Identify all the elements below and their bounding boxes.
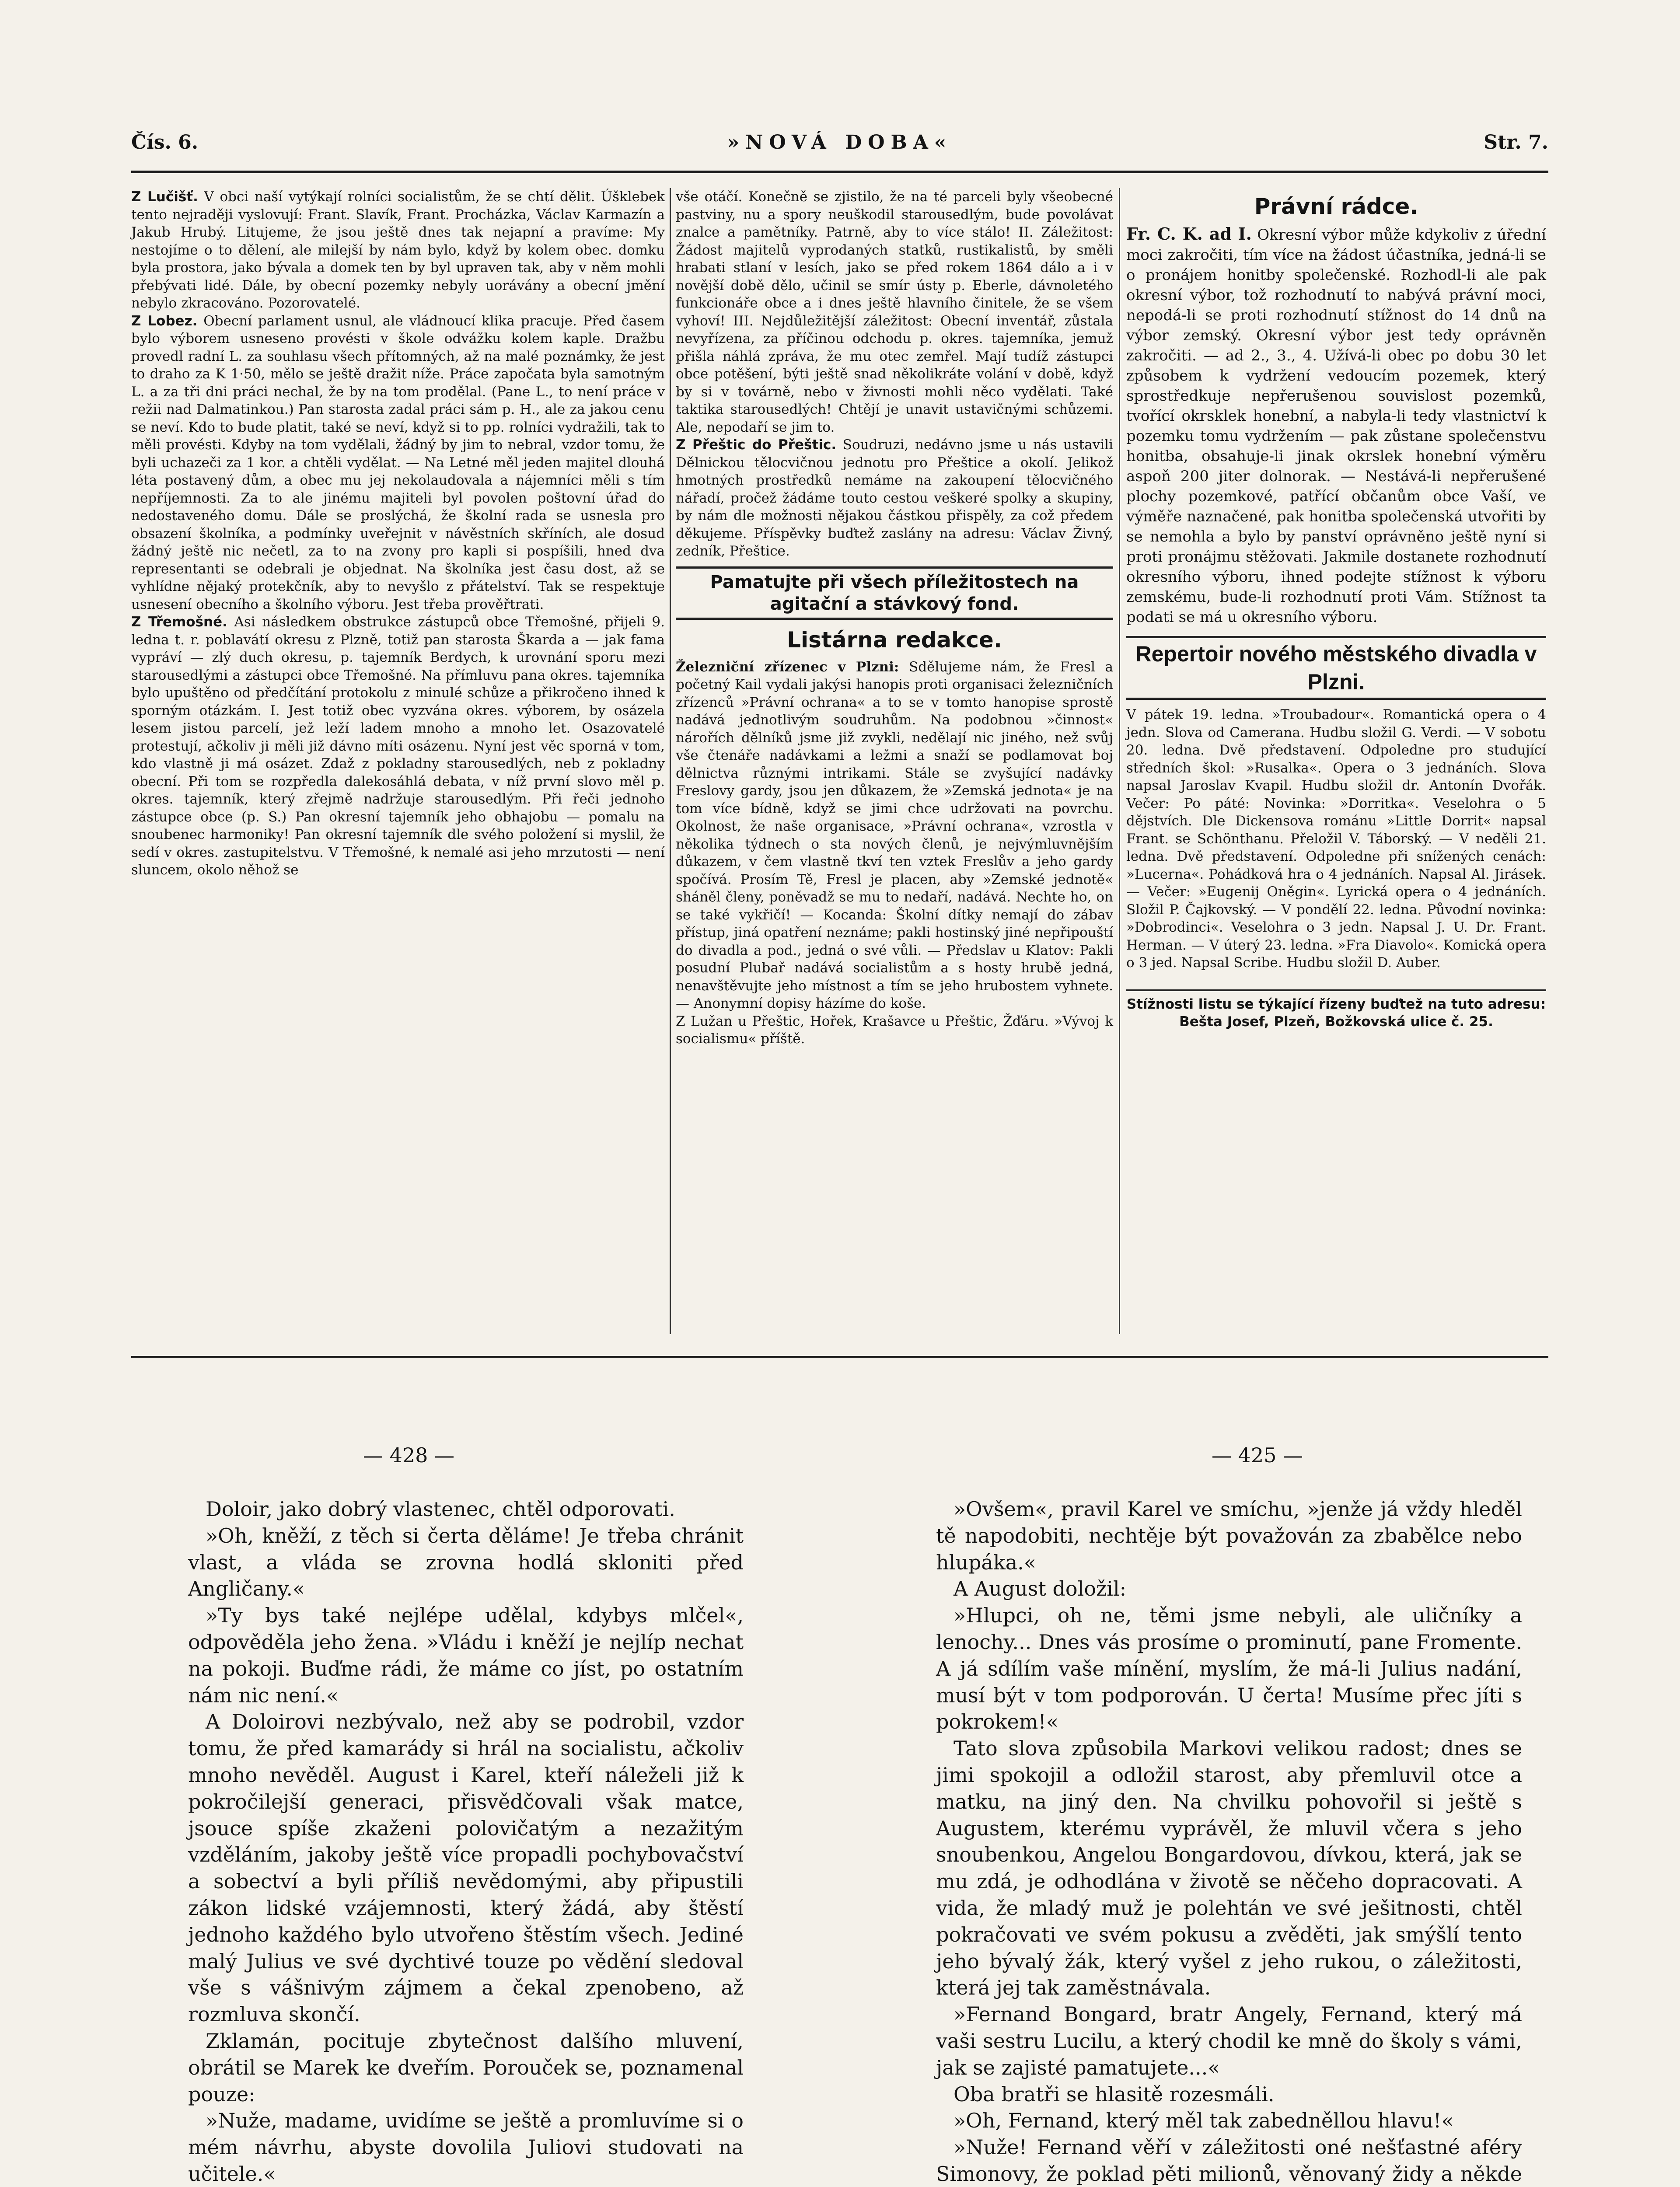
novel-paragraph: »Ovšem«, pravil Karel ve smíchu, »jenže já vždy hleděl tě napodobiti, nechtěje být považován za zbabělce nebo hlupáka.« — [936, 1497, 1522, 1574]
section-rule — [131, 1356, 1548, 1358]
listarna-item — [676, 1013, 1113, 1048]
novel-right-page-number: — 425 — — [1212, 1443, 1303, 1467]
novel-paragraph: »Nuže! Fernand věří v záležitosti oné nešťastné aféry Simonovy, že poklad pěti milionů, věnovaný židy a někde — [936, 2135, 1522, 2186]
listarna-text: Z Lužan u Přeštic, Hořek, Krašavce u Přeštic, Žďáru. »Vývoj k socialismu« příště. — [676, 1013, 1113, 1047]
legal-advice-title: Právní rádce. — [1254, 194, 1418, 219]
novel-paragraph: »Oh, Fernand, který měl tak zabedněllou hlavu!« — [954, 2109, 1454, 2133]
novel-paragraph: »Ty bys také nejlépe udělal, kdybys mlčel«, odpověděla jeho žena. »Vládu i kněží je nejlíp nechat na pokoji. Buďme rádi, že máme co jíst, po ostatním nám nic není.« — [188, 1604, 744, 1707]
news-item — [131, 613, 665, 879]
agitation-fund-heading: Pamatujte při všech příležitostech na agitační a stávkový fond. — [676, 566, 1113, 620]
listarna-lead: Železniční zřízenec v Plzni: — [676, 659, 899, 675]
novel-paragraph: »Nuže, madame, uvidíme se ještě a promluvíme si o mém návrhu, abyste dovolila Juliovi studovati na učitele.« — [188, 2109, 744, 2186]
column-local-news — [131, 188, 665, 1343]
listarna-title: Listárna redakce. — [787, 627, 1002, 653]
news-item — [131, 312, 665, 614]
column-legal-advice — [1126, 188, 1546, 1312]
novel-paragraph: Oba bratři se hlasitě rozesmáli. — [954, 2082, 1275, 2106]
novel-paragraph: »Hlupci, oh ne, těmi jsme nebyli, ale uličníky a lenochy... Dnes vás prosíme o prominutí, pane Fromente. A já sdílím vaše mínění, myslím, že má-li Julius nadání, musí být v tom podporován. U čerta! Musíme přec jíti s pokrokem!« — [936, 1604, 1522, 1734]
news-item — [676, 188, 1113, 436]
novel-left-page — [188, 1496, 744, 2187]
news-text: Soudruzi, nedávno jsme u nás ustavili Dělnickou tělocvičnou jednotu pro Přeštice a okolí. Jelikož hmotných prostředků nemáme na zakoupení tělocvičného nářadí, pročež žádáme touto cestou veškeré spolky a skupiny, by nám dle možnosti nějakou částkou přispěly, za což předem děkujeme. Příspěvky buďtež zaslány na adresu: Václav Živný, zedník, Přeštice. — [676, 437, 1114, 559]
news-text: vše otáčí. Konečně se zjistilo, že na té parceli byly všeobecné pastviny, nu a spory neuškodil starousedlým, bude povolávat znalce a pamětníky. Patrně, aby to více stálo! II. Záležitost: Žádost majitelů vyprodaných statků, rustikalistů, by směli hrabati stlaní v lesích, jako se před rokem 1864 dálo a i v novější době dělo, učinil se smír ústy p. Eberle, dávnoletého funkcionáře obce a i dnes ještě hlavního činitele, že se všem vyhoví! III. Nejdůležitější záležitost: Obecní inventář, zůstala nevyřízena, za příčinou odchodu p. okres. tajemníka, jemuž přišla náhlá zpráva, že mu otec zemřel. Mají tudíž zástupci obce potěšení, býti ještě snad několikráte volání v době, když by si v továrně, nebo v živnosti mohli něco vydělati. Také taktika starousedlých! Chtějí je unavit ustavičnými schůzemi. Ale, nepodaří se jim to. — [676, 189, 1113, 435]
novel-left-page-number: — 428 — — [363, 1443, 455, 1467]
news-item — [131, 188, 665, 312]
complaint-address: Stížnosti listu se týkající řízeny buďtež na tuto adresu: Bešta Josef, Plzeň, Božkovská ulice č. 25. — [1126, 989, 1546, 1031]
novel-right-page — [936, 1496, 1522, 2187]
repertoir-title: Repertoir nového městského divadla v Plzni. — [1126, 636, 1546, 700]
news-text: Obecní parlament usnul, ale vládnoucí klika pracuje. Před časem bylo výborem usneseno provésti v škole odvážku kolem kaple. Dražbu provedl radní L. za souhlasu všech přítomných, až na malé poznámky, že jest to draho za K 1·50, mělo se ještě dražit níže. Práce započata byla samotným L. a za tři dni práci nechal, že by na tom prodělal. (Pane L., to není práce v režii nad Dalmatinkou.) Pan starosta zadal práci sám p. H., ale za jakou cenu se neví. Kdo to bude platit, také se neví, když si to pp. rolníci vydražili, tak to měli provésti. Kdyby na tom vydělali, žádný by jim to nebral, vzdor tomu, že byli uchazeči za 1 kor. a chtěli vydělat. — Na Letné měl jeden majitel dlouhá léta postavený dům, a obec mu jej nekolaudovala a nájemníci měli s tím nepříjemnosti. Za to ale jinému majiteli byl povolen poštovní úřad do nedostaveného domu. Dále se proslýchá, že školní rada se usnesla pro obsazení školníka, a podmínky uveřejnit v návěstních skříních, ale dosud žádný ještě nic nečetl, za to na zvony pro kapli si pospíšili, hned dva representanti se odebrali je objednat. Na školníka jest času dost, až se vyhlídne nějaký protekčník, aby to nevyšlo z přátelství. Tak se respektuje usnesení obecního a školního výboru. Jest třeba prověřtrati. — [131, 313, 665, 612]
column-divider-1 — [670, 188, 671, 1334]
newspaper-title: »NOVÁ DOBA« — [727, 131, 953, 154]
issue-number: Čís. 6. — [131, 131, 199, 154]
listarna-text: Sdělujeme nám, že Fresl a početný Kail vydali jakýsi hanopis proti organisaci železničních zřízenců »Právní ochrana« a to se v tomto hanopise sprostě nadává jednotlivým soudruhům. Na podobnou »činnost« nárořích dělníků jsme již zvykli, nedělají nic jiného, než svůj vše čtenáře nadávkami a ležmi a snaží se podlamovat boj dělnictva různými intrikami. Stále se zvyšující nadávky Freslovy gardy, jsou jen důkazem, že »Zemská jednota« je na tom více bídně, když se jimi chce udržovati na povrchu. Okolnost, že naše organisace, »Právní ochrana«, vzrostla v několika týdnech o sta nových členů, je nejvýmluvnějším důkazem, v čem vlastně tkví ten vztek Freslův a jeho gardy spočívá. Prosím Tě, Fresl je placen, aby »Zemské jednotě« sháněl členy, poněvadž se mu to nedaří, nadává. Nechte ho, on se také vykřičí! — Kocanda: Školní dítky nemají do zábav přístup, jiná opatření neznáme; pakli hostinský jiné nepřipouští do divadla a pod., jedná o své vůli. — Předslav u Klatov: Pakli posudní Plubař nadává socialistům a s hosty hrubě jedná, nenavštěvujte jeho místnost a tím se jeho hrubostem vyhnete. — Anonymní dopisy házíme do koše. — [676, 659, 1113, 1011]
novel-paragraph: Tato slova způsobila Markovi velikou radost; dnes se jimi spokojil a odložil starost, aby přemluvil otce a matku, na jiný den. Na chvilku pohovořil si ještě s Augustem, kterému vyprávěl, že mluvil včera s jeho snoubenkou, Angelou Bongardovou, dívkou, která, jak se mu zdá, je odhodlána v životě se něčeho dopracovati. A vida, že mladý muž je polehtán ve své ješitnosti, chtěl pokračovati ve svém pokusu a zvěděti, jak smýšlí tento jeho bývalý žák, který vyšel z jeho rukou, o záležitosti, která jej tak zaměstnávala. — [936, 1736, 1522, 2000]
page-number: Str. 7. — [1484, 131, 1548, 154]
news-lead: Z Lobez. — [131, 313, 198, 329]
novel-paragraph: »Fernand Bongard, bratr Angely, Fernand, který má vaši sestru Lucilu, a který chodil ke mně do školy s vámi, jak se zajisté pamatujete...« — [936, 2002, 1522, 2079]
news-lead: Z Třemošné. — [131, 614, 227, 630]
legal-advice-lead: Fr. C. K. ad I. — [1126, 224, 1252, 244]
news-item — [676, 436, 1113, 560]
novel-paragraph: Doloir, jako dobrý vlastenec, chtěl odporovati. — [206, 1497, 675, 1521]
legal-advice-item — [1126, 225, 1546, 627]
news-text: Asi následkem obstrukce zástupců obce Třemošné, přijeli 9. ledna t. r. poblavátí okresu z Plzně, totiž pan starosta Škarda a — jak fama vypráví — zlý duch okresu, p. tajemník Berdych, k urovnání sporu mezi starousedlými a zástupci obce Třemošné. Na přímluvu pana okres. tajemníka bylo upuštěno od předčítání protokolu z minulé schůze a přikročeno ihned k sporným otázkám. I. Jest totiž obec vyzvána okres. výborem, by osázela lesem jistou parcelí, jež leží ladem mnoho a mnoho let. Osazovatelé protestují, ačkoliv ji měli již dávno míti osázenu. Nyní jest věc sporná v tom, kdo vlastně ji má osázet. Zdaž z pokladny starousedlých, neb z pokladny obecní. Při tom se rozpředla dalekosáhlá debata, v níž první slovo měl p. okres. tajemník, který zřejmě nadržuje starousedlým. Při řeči jednoho zástupce obce (p. S.) Pan okresní tajemník jeho obhajobu — pomalu na snoubenec harmoniky! Pan okresní tajemník dle svého položení si myslil, že sedí v okres. zastupitelstvu. V Třemošné, k nemalé asi jeho mrzutosti — není sluncem, okolo něhož se — [131, 614, 665, 878]
news-text: V obci naší vytýkají rolníci socialistům, že se chtí dělit. Úšklebek tento nejraději vyslovují: Frant. Slavík, Frant. Procházka, Václav Karmazín a Jakub Hrubý. Litujeme, že jsou ještě dnes tak nejapní a pravíme: My nestojíme o to dělení, ale milejší by nám bylo, když by kolem obec. domku byla prostora, jako bývala a domek ten by byl upraven tak, aby v něm mohli přebývati lidé. Dále, by obecní pozemky nebyly uorávány a obecní jmění nebylo zkracováno. Pozorovatelé. — [131, 189, 665, 311]
column-news-continued — [676, 188, 1114, 1047]
page-header — [131, 131, 1548, 162]
novel-paragraph: Zklamán, pocituje zbytečnost dalšího mluvení, obrátil se Marek ke dveřím. Porouček se, poznamenal pouze: — [188, 2029, 744, 2106]
news-lead: Z Lučišť. — [131, 189, 198, 205]
header-rule — [131, 171, 1548, 173]
novel-paragraph: »Oh, kněží, z těch si čerta děláme! Je třeba chránit vlast, a vláda se zrovna hodlá skloniti před Angličany.« — [188, 1523, 744, 1601]
listarna-item — [676, 658, 1113, 1013]
news-lead: Z Přeštic do Přeštic. — [676, 437, 837, 453]
novel-paragraph: A August doložil: — [954, 1577, 1127, 1601]
repertoir-text: V pátek 19. ledna. »Troubadour«. Romantická opera o 4 jedn. Slova od Camerana. Hudbu složil G. Verdi. — V sobotu 20. ledna. Dvě představení. Odpoledne pro studující středních škol: »Rusalka«. Opera o 3 jednáních. Slova napsal Jaroslav Kvapil. Hudbu složil dr. Antonín Dvořák. Večer: Po páté: Novinka: »Dorritka«. Veselohra o 5 dějstvích. Dle Dickensova románu »Little Dorrit« napsal Frant. se Schönthanu. Přeložil V. Táborský. — V neděli 21. ledna. Dvě představení. Odpoledne při snížených cenách: »Lucerna«. Pohádková hra o 4 jednáních. Napsal Al. Jirásek. — Večer: »Eugenij Oněgin«. Lyrická opera o 4 jednáních. Složil P. Čajkovský. — V pondělí 22. ledna. Původní novinka: »Dobrodinci«. Veselohra o 3 jedn. Napsal J. U. Dr. Frant. Herman. — V úterý 23. ledna. »Fra Diavolo«. Komická opera o 3 jed. Napsal Scribe. Hudbu složil D. Auber. — [1126, 707, 1546, 971]
novel-paragraph: A Doloirovi nezbývalo, než aby se podrobil, vzdor tomu, že před kamarády si hrál na socialistu, ačkoliv mnoho nevěděl. August i Karel, kteří náleželi již k pokročilejší generaci, přisvědčovali však matce, jsouce spíše zkaženi polovičatým a nezažitým vzděláním, jakoby ještě více propadli pochybovačství a sobectví a byli příliš nevědomými, aby připustili zákon lidské vzájemnosti, který žádá, aby štěstí jednoho každého bylo utvořeno štěstím všech. Jediné malý Julius ve své dychtivé touze po vědění sledoval vše s vášnivým zájmem a čekal zpenobeno, až rozmluva skončí. — [188, 1710, 744, 2026]
legal-advice-text: Okresní výbor může kdykoliv z úřední moci zakročiti, tím více na žádost účastníka, jedná-li se o pronájem honitby společenské. Rozhodl-li ale pak okresní výbor, tož rozhodnutí to nabývá právní moci, nepodá-li se proti rozhodnutí stížnost do 14 dnů na výbor zemský. Okresní výbor jest tedy oprávněn zakročiti. — ad 2., 3., 4. Užívá-li obec po dobu 30 let způsobem k vydržení vedoucím pozemek, který sprostředkuje nepřerušenou souvislost pozemků, tvořící okrsklek honební, a nabyla-li tedy vlastnictví k pozemku tomu vydržením — pak zůstane společenstvu honitba, obsahuje-li jinak okrslek honební výměru aspoň 200 jiter dolnorak. — Nestává-li nepřerušené plochy pozemkové, patřící občanům obce Vaší, ve výměře naznačené, pak honitba společenská utvořiti by se nemohla a bylo by panství oprávněno ještě nyní si proti pronájmu stěžovati. Jakmile dostanete rozhodnutí okresního výboru, ihned podejte stížnost k výboru zemskému, bude-li rozhodnutí proti Vám. Stížnost ta podati se má u okresního výboru. — [1126, 226, 1546, 626]
column-divider-2 — [1119, 188, 1120, 1334]
